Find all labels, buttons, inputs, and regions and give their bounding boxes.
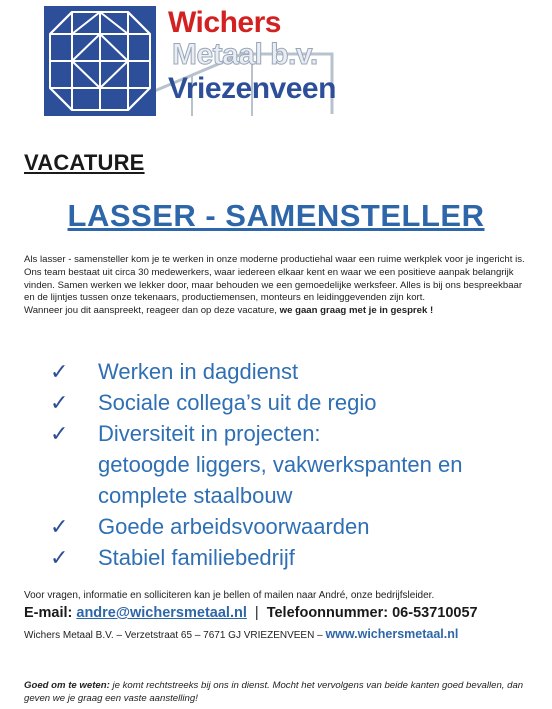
logo-line-1: Wichers [168,6,281,39]
benefit-text [98,511,370,542]
intro-closing-plain: Wanneer jou dit aanspreekt, reageer dan op deze vacature, [24,305,280,317]
benefit-item [50,418,540,511]
phone-label: Telefoonnummer: [266,605,393,621]
benefit-line: getoogde liggers, vakwerkspanten en [98,452,463,477]
checkmark-icon: ✓ [50,545,69,570]
contact-separator: | [254,605,259,621]
benefits-list [50,356,540,573]
phone-number: 06-53710057 [392,605,478,621]
email-link[interactable]: andre@wichersmetaal.nl [76,605,247,621]
benefit-text [98,387,376,418]
intro-text [24,254,534,318]
job-title: LASSER - SAMENSTELLER [67,198,485,233]
benefit-line: Sociale collega’s uit de regio [98,390,377,415]
benefit-text [98,356,298,387]
intro-paragraph: Als lasser - samensteller kom je te werken in onze moderne productiehal waar een ruime werkplek voor je ingericht is. Ons team bestaat uit circa 30 medewerkers, waar iedereen elkaar kent en waar we een positieve aanpak belangrijk vinden. Samen werken we lekker door, maar behouden we een gemoedelijke werksfeer. Alles is bij ons bespreekbaar en de lijntjes tussen onze tekenaars, productiemensen, monteurs en leidinggevenden zijn kort. [24,254,525,304]
logo-line-2: Metaal b.v. [172,38,318,71]
benefit-text [98,418,462,511]
email-label: E-mail: [24,605,77,621]
benefit-line: complete staalbouw [98,483,293,508]
contact-lead: Voor vragen, informatie en solliciteren kan je bellen of mailen naar André, onze bedrijfsleider. [24,590,435,601]
note-label: Goed om te weten: [24,680,110,691]
company-address [24,627,458,641]
checkmark-icon: ✓ [50,359,69,384]
website-link[interactable]: www.wichersmetaal.nl [325,627,459,641]
benefit-line: Stabiel familiebedrijf [98,545,295,570]
benefit-item [50,542,540,573]
good-to-know-note [24,679,524,705]
logo-line-3: Vriezenveen [168,72,336,105]
address-text: Wichers Metaal B.V. – Verzetstraat 65 – 7671 GJ VRIEZENVEEN – [24,630,326,641]
contact-line [24,605,478,621]
benefit-item [50,511,540,542]
benefit-line: Werken in dagdienst [98,359,299,384]
benefit-line: Diversiteit in projecten: [98,421,321,446]
checkmark-icon: ✓ [50,390,69,415]
intro-closing-bold: we gaan graag met je in gesprek ! [279,305,434,317]
benefit-item [50,356,540,387]
vacature-heading: VACATURE [24,150,145,175]
benefit-line: Goede arbeidsvoorwaarden [98,514,370,539]
checkmark-icon: ✓ [50,421,69,446]
benefit-text [98,542,295,573]
checkmark-icon: ✓ [50,514,69,539]
note-text: je komt rechtstreeks bij ons in dienst. Mocht het vervolgens van beide kanten goed bevallen, dan geven we je graag een vaste aanstelling! [24,680,524,704]
benefit-item [50,387,540,418]
company-logo [42,4,342,120]
intro-closing [24,305,534,318]
